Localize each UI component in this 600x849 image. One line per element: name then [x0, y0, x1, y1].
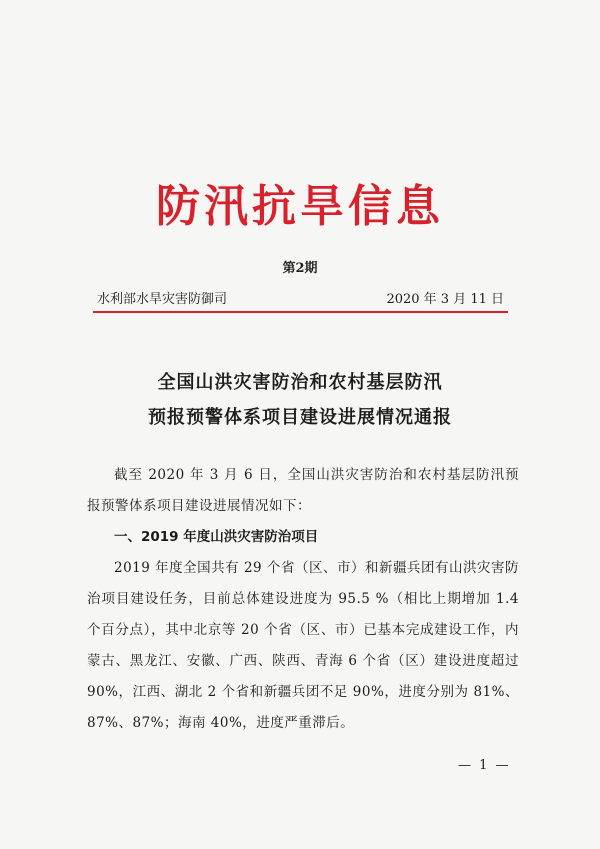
- page-number: — 1 —: [458, 758, 511, 773]
- intro-paragraph: 截至 2020 年 3 月 6 日，全国山洪灾害防治和农村基层防汛预报预警体系项目建设进展情况如下：: [87, 467, 519, 514]
- masthead-title: 防汛抗旱信息: [156, 181, 444, 232]
- red-divider: [93, 311, 508, 313]
- publish-date: 2020 年 3 月 11 日: [386, 292, 504, 307]
- document-title-line-2: 预报预警体系项目建设进展情况通报: [148, 407, 452, 428]
- document-title-line-1: 全国山洪灾害防治和农村基层防汛: [157, 372, 443, 393]
- document-title: [0, 365, 600, 435]
- issue-number: 第2期: [282, 261, 318, 276]
- section-heading: 一、2019 年度山洪灾害防治项目: [114, 529, 319, 545]
- header-meta-row: [97, 288, 504, 307]
- publisher: 水利部水旱灾害防御司: [97, 292, 228, 307]
- section-paragraph: 2019 年度全国共有 29 个省（区、市）和新疆兵团有山洪灾害防治项目建设任务，目前总体建设进度为 95.5 %（相比上期增加 1.4 个百分点），其中北京等 20 个省（区、市）已基本完成建设工作，内蒙古、黑龙江、安徽、广西、陕西、青海 6 个省（区）建设进度超过 90%，江西、湖北 2 个省和新疆兵团不足 90%，进度分别为 81%、87%、87%；海南 40%，进度严重滞后。: [87, 560, 519, 731]
